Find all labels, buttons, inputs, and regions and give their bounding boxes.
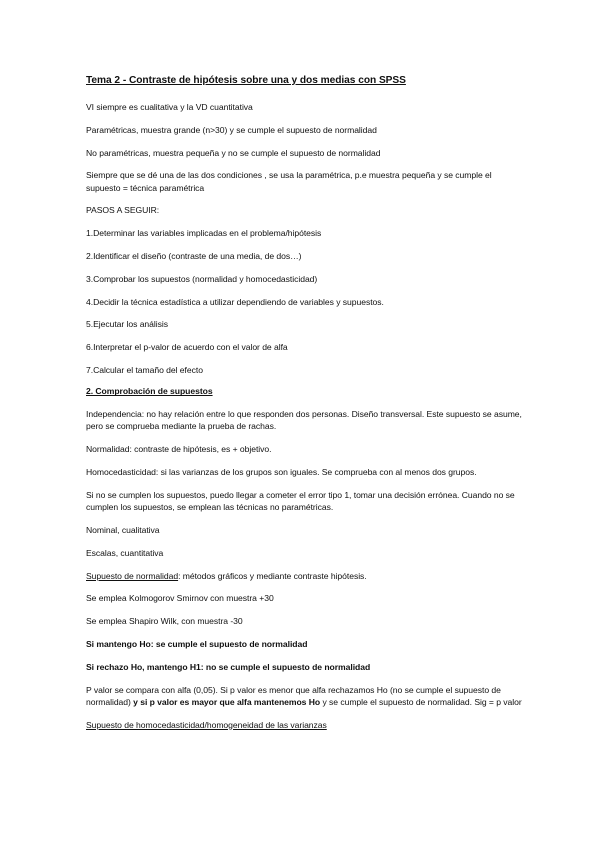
paragraph-vi-vd: VI siempre es cualitativa y la VD cuantitativa — [86, 102, 253, 112]
paragraph-shapiro: Se emplea Shapiro Wilk, con muestra -30 — [86, 616, 243, 627]
paragraph-homocedasticidad: Homocedasticidad: si las varianzas de los grupos son iguales. Se comprueba con al menos dos grupos. — [86, 467, 477, 478]
pvalor-text-1: P valor se compara con alfa (0,05). Si p valor es menor que alfa rechazamos Ho (no se cumple el supuesto de normalidad) — [86, 684, 501, 707]
pvalor-text-bold: y si p valor es mayor que alfa mantenemos Ho — [133, 696, 321, 707]
paragraph-mantengo-ho: Si mantengo Ho: se cumple el supuesto de normalidad — [86, 638, 308, 649]
supuesto-normalidad-label: Supuesto de normalidad — [86, 570, 179, 581]
paragraph-error-tipo-1: Si no se cumplen los supuestos, puedo llegar a cometer el error tipo 1, tomar una decisión errónea. Cuando no se cumplen los supuestos, se emplean las técnicas no paramétricas. — [86, 489, 515, 513]
paragraph-supuesto-normalidad — [86, 570, 526, 582]
document-title: Tema 2 - Contraste de hipótesis sobre una y dos medias con SPSS — [86, 75, 406, 86]
step-item: 1.Determinar las variables implicadas en el problema/hipótesis — [86, 228, 322, 239]
paragraph-no-parametricas: No paramétricas, muestra pequeña y no se cumple el supuesto de normalidad — [86, 147, 381, 158]
supuesto-normalidad-text: : métodos gráficos y mediante contraste hipótesis. — [178, 570, 367, 581]
pvalor-text-2: y se cumple el supuesto de normalidad. Sig = p valor — [320, 696, 522, 707]
step-item: 7.Calcular el tamaño del efecto — [86, 365, 203, 376]
step-item: 2.Identificar el diseño (contraste de una media, de dos…) — [86, 251, 302, 262]
paragraph-rechazo-ho: Si rechazo Ho, mantengo H1: no se cumple el supuesto de normalidad — [86, 661, 371, 672]
step-item: 4.Decidir la técnica estadística a utilizar dependiendo de variables y supuestos. — [86, 296, 384, 307]
step-item: 5.Ejecutar los análisis — [86, 319, 168, 330]
paragraph-independencia: Independencia: no hay relación entre lo que responden dos personas. Diseño transversal. Este supuesto se asume, pero se comprueba mediante la prueba de rachas. — [86, 409, 522, 432]
paragraph-condiciones: Siempre que se dé una de las dos condiciones , se usa la paramétrica, p.e muestra pequeña y se cumple el supuesto = técnica paramétrica — [86, 170, 492, 193]
pasos-header: PASOS A SEGUIR: — [86, 205, 160, 216]
paragraph-nominal: Nominal, cualitativa — [86, 524, 160, 535]
paragraph-parametricas: Paramétricas, muestra grande (n>30) y se cumple el supuesto de normalidad — [86, 124, 377, 135]
paragraph-escalas: Escalas, cuantitativa — [86, 547, 164, 558]
step-item: 3.Comprobar los supuestos (normalidad y homocedasticidad) — [86, 273, 318, 284]
paragraph-normalidad: Normalidad: contraste de hipótesis, es + objetivo. — [86, 444, 272, 455]
heading-homogeneidad: Supuesto de homocedasticidad/homogeneidad de las varianzas — [86, 719, 327, 730]
document-page — [86, 74, 526, 731]
paragraph-kolmogorov: Se emplea Kolmogorov Smirnov con muestra +30 — [86, 593, 274, 604]
section-heading-comprobacion: 2. Comprobación de supuestos — [86, 386, 213, 397]
step-item: 6.Interpretar el p-valor de acuerdo con el valor de alfa — [86, 342, 288, 353]
paragraph-pvalor — [86, 684, 526, 709]
